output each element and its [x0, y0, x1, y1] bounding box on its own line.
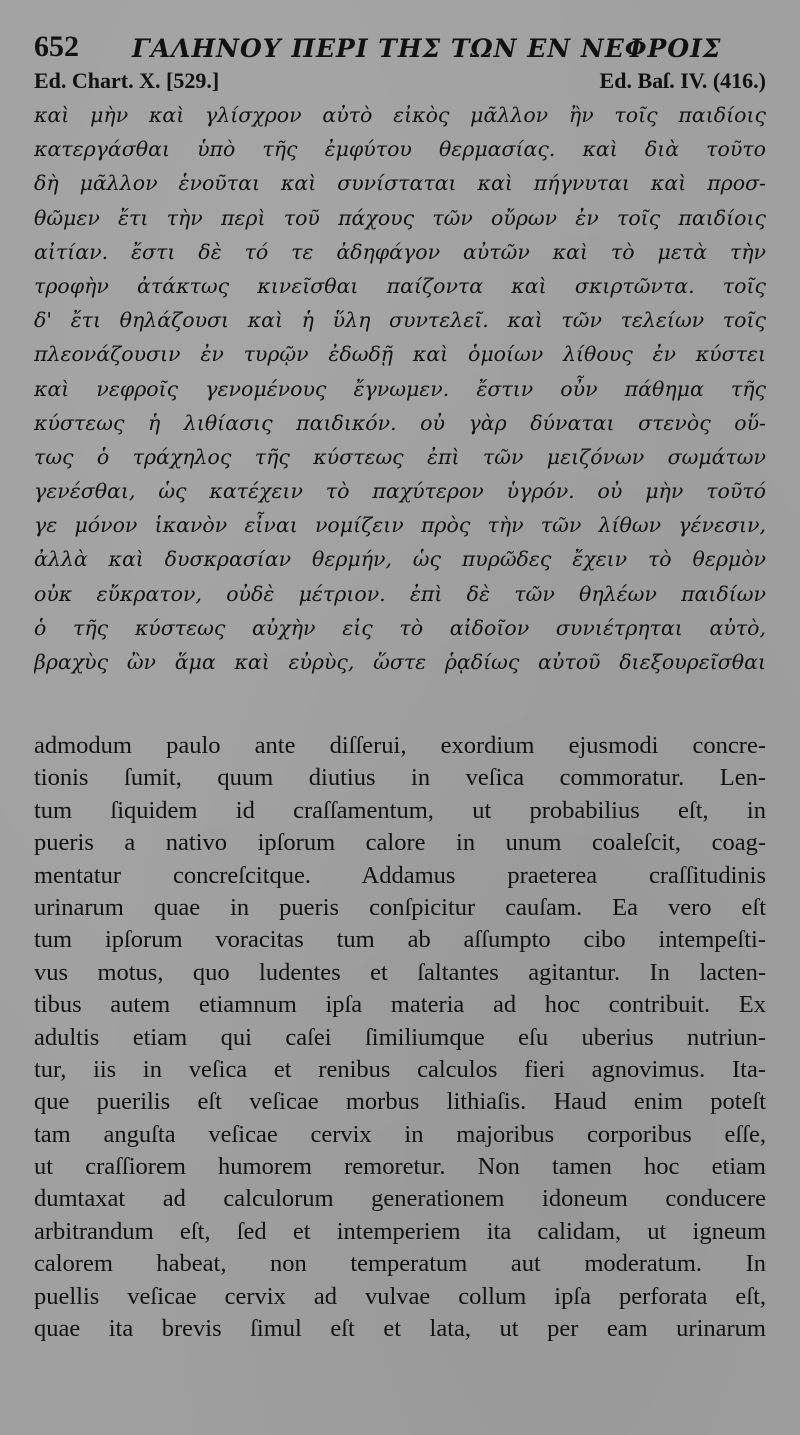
latin-line: mentatur concreſcitque. Addamus praeterea craſſitudinis	[34, 861, 766, 889]
latin-line: pueris a nativo ipſorum calore in unum coaleſcit, coag-	[34, 829, 766, 857]
latin-line: tur, iis in veſica et renibus calculos fieri agnovimus. Ita-	[34, 1055, 766, 1083]
greek-line: αἰτίαν. ἔστι δὲ τό τε ἀδηφάγον αὐτῶν καὶ τὸ μετὰ τὴν	[34, 239, 766, 264]
latin-text-block	[34, 730, 766, 1345]
greek-line: κατεργάσθαι ὑπὸ τῆς ἐμφύτου θερμασίας. καὶ διὰ τοῦτο	[34, 137, 766, 162]
latin-line: vus motus, quo ludentes et ſaltantes agitantur. In lacten-	[34, 958, 766, 986]
latin-line: calorem habeat, non temperatum aut moderatum. In	[34, 1250, 766, 1278]
latin-line: arbitrandum eſt, ſed et intemperiem ita calidam, ut igneum	[34, 1217, 766, 1245]
greek-line: καὶ μὴν καὶ γλίσχρον αὐτὸ εἰκὸς μᾶλλον ἢν τοῖς παιδίοις	[34, 103, 766, 127]
greek-line: ἀλλὰ καὶ δυσκρασίαν θερμήν, ὡς πυρῶδες ἔχειν τὸ θερμὸν	[34, 547, 766, 572]
edition-chartier-reference: Ed. Chart. X. [529.]	[34, 68, 220, 93]
latin-line: tum ſiquidem id craſſamentum, ut probabilius eſt, in	[34, 796, 766, 824]
latin-line: dumtaxat ad calculorum generationem idoneum conducere	[34, 1185, 766, 1213]
latin-line: puellis veſicae cervix ad vulvae collum ipſa perforata eſt,	[34, 1282, 766, 1310]
greek-line: πλεονάζουσιν ἐν τυρῷν ἐδωδῇ καὶ ὁμοίων λίθους ἐν κύστει	[34, 342, 766, 367]
edition-references	[34, 68, 766, 98]
latin-line: que puerilis eſt veſicae morbus lithiaſis. Haud enim poteſt	[34, 1088, 766, 1116]
greek-line: κύστεως ἡ λιθίασις παιδικόν. οὐ γὰρ δύναται στενὸς οὕ-	[34, 410, 766, 435]
greek-line: ὁ τῆς κύστεως αὐχὴν εἰς τὸ αἰδοῖον συνιέτρηται αὐτὸ,	[34, 615, 766, 640]
greek-line: γε μόνον ἱκανὸν εἶναι νομίζειν πρὸς τὴν τῶν λίθων γένεσιν,	[34, 513, 766, 538]
running-title: ΓΑΛΗΝΟΥ ΠΕΡΙ ΤΗΣ ΤΩΝ ΕΝ ΝΕΦΡΟΙΣ	[132, 34, 722, 63]
page-number: 652	[34, 30, 79, 63]
greek-line: καὶ νεφροῖς γενομένους ἔγνωμεν. ἔστιν οὖν πάθημα τῆς	[34, 376, 766, 401]
latin-line: tam anguſta veſicae cervix in majoribus corporibus eſſe,	[34, 1120, 766, 1148]
latin-line: quae ita brevis ſimul eſt et lata, ut per eam urinarum	[34, 1315, 766, 1343]
greek-line: τροφὴν ἀτάκτως κινεῖσθαι παίζοντα καὶ σκιρτῶντα. τοῖς	[34, 273, 766, 298]
edition-basel-reference: Ed. Baſ. IV. (416.)	[599, 68, 766, 93]
latin-line: tionis ſumit, quum diutius in veſica commoratur. Len-	[34, 764, 766, 792]
greek-line: βραχὺς ὢν ἅμα καὶ εὐρὺς, ὥστε ῥᾳδίως αὐτοῦ διεξουρεῖσθαι	[34, 650, 766, 674]
greek-line: δὴ μᾶλλον ἑνοῦται καὶ συνίσταται καὶ πήγνυται καὶ προσ-	[34, 171, 766, 196]
latin-line: admodum paulo ante diſſerui, exordium ejusmodi concre-	[34, 732, 766, 759]
latin-line: adultis etiam qui caſei ſimiliumque eſu uberius nutriun-	[34, 1023, 766, 1051]
latin-line: tibus autem etiamnum ipſa materia ad hoc contribuit. Ex	[34, 991, 766, 1019]
latin-line: urinarum quae in pueris conſpicitur cauſam. Ea vero eſt	[34, 893, 766, 921]
latin-line: ut craſſiorem humorem remoretur. Non tamen hoc etiam	[34, 1153, 766, 1181]
latin-line: tum ipſorum voracitas tum ab aſſumpto cibo intempeſti-	[34, 926, 766, 954]
page-header	[34, 30, 774, 70]
greek-line: οὐκ εὔκρατον, οὐδὲ μέτριον. ἐπὶ δὲ τῶν θηλέων παιδίων	[34, 581, 766, 606]
greek-line: τως ὁ τράχηλος τῆς κύστεως ἐπὶ τῶν μειζόνων σωμάτων	[34, 444, 766, 469]
greek-text-block	[34, 98, 766, 679]
greek-line: δ' ἔτι θηλάζουσι καὶ ἡ ὕλη συντελεῖ. καὶ τῶν τελείων τοῖς	[34, 308, 766, 333]
greek-line: θῶμεν ἔτι τὴν περὶ τοῦ πάχους τῶν οὔρων ἐν τοῖς παιδίοις	[34, 205, 766, 230]
greek-line: γενέσθαι, ὡς κατέχειν τὸ παχύτερον ὑγρόν. οὐ μὴν τοῦτό	[34, 479, 766, 504]
